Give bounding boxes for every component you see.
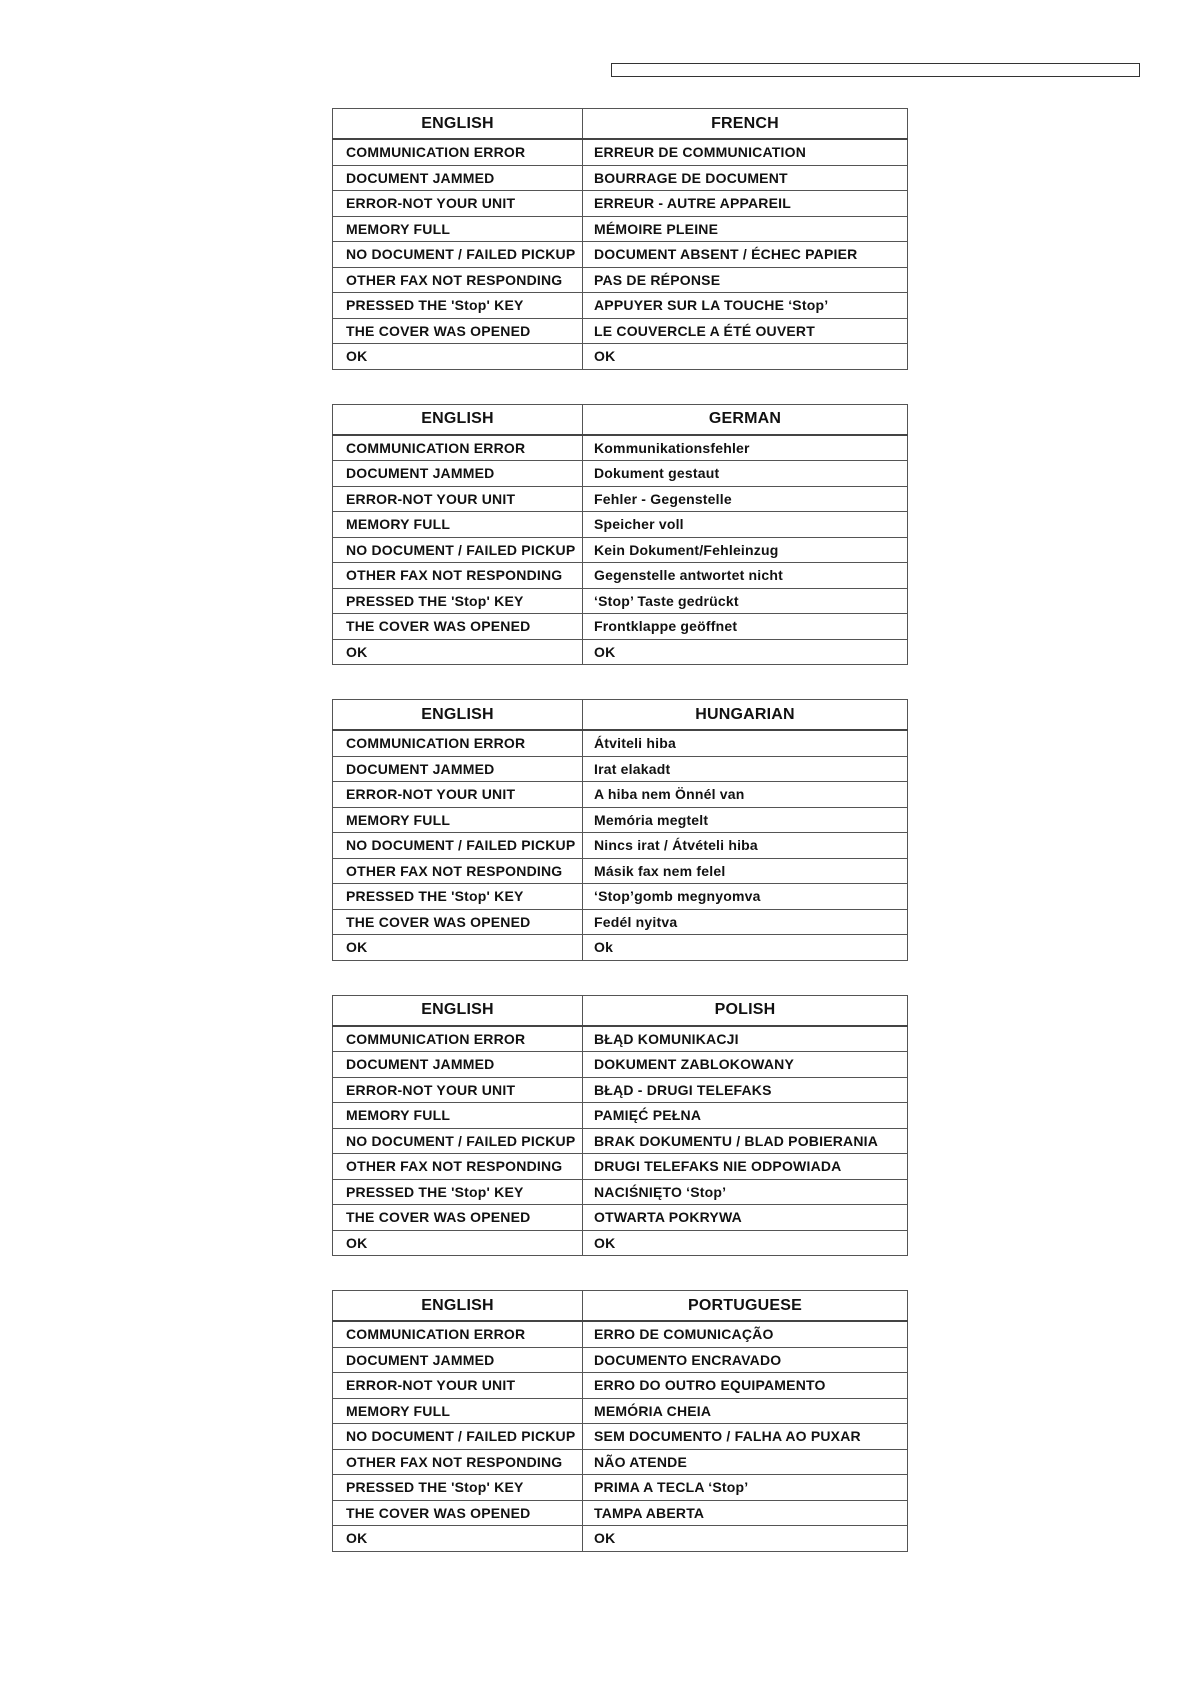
table-row (333, 730, 908, 756)
english-message-cell: PRESSED THE 'Stop' KEY (333, 588, 583, 614)
translated-message-cell: DOKUMENT ZABLOKOWANY (583, 1052, 908, 1078)
translated-message-cell: OK (583, 1526, 908, 1552)
language-column-header: PORTUGUESE (583, 1291, 908, 1322)
english-message-cell: COMMUNICATION ERROR (333, 730, 583, 756)
english-message-cell: MEMORY FULL (333, 1103, 583, 1129)
table-header-row (333, 700, 908, 731)
english-message-cell: NO DOCUMENT / FAILED PICKUP (333, 242, 583, 268)
english-message-cell: ERROR-NOT YOUR UNIT (333, 782, 583, 808)
table-row (333, 344, 908, 370)
table-row (333, 1373, 908, 1399)
translated-message-cell: BRAK DOKUMENTU / BLAD POBIERANIA (583, 1128, 908, 1154)
table-header-row (333, 404, 908, 435)
translated-message-cell: TAMPA ABERTA (583, 1500, 908, 1526)
table-row (333, 435, 908, 461)
table-row (333, 614, 908, 640)
translated-message-cell: NÃO ATENDE (583, 1449, 908, 1475)
table-row (333, 1398, 908, 1424)
language-column-header: GERMAN (583, 404, 908, 435)
english-message-cell: OTHER FAX NOT RESPONDING (333, 858, 583, 884)
english-message-cell: OTHER FAX NOT RESPONDING (333, 563, 583, 589)
translated-message-cell: Dokument gestaut (583, 461, 908, 487)
translated-message-cell: Ok (583, 935, 908, 961)
translated-message-cell: DRUGI TELEFAKS NIE ODPOWIADA (583, 1154, 908, 1180)
language-column-header: POLISH (583, 995, 908, 1026)
table-row (333, 1154, 908, 1180)
translation-table-portuguese (332, 1290, 908, 1552)
translated-message-cell: LE COUVERCLE A ÉTÉ OUVERT (583, 318, 908, 344)
translated-message-cell: DOCUMENTO ENCRAVADO (583, 1347, 908, 1373)
english-message-cell: COMMUNICATION ERROR (333, 139, 583, 165)
english-message-cell: ERROR-NOT YOUR UNIT (333, 1373, 583, 1399)
english-message-cell: PRESSED THE 'Stop' KEY (333, 1179, 583, 1205)
table-row (333, 512, 908, 538)
translated-message-cell: NACIŚNIĘTO ‘Stop’ (583, 1179, 908, 1205)
translated-message-cell: OK (583, 344, 908, 370)
translated-message-cell: Speicher voll (583, 512, 908, 538)
translated-message-cell: OK (583, 1230, 908, 1256)
table-row (333, 833, 908, 859)
english-message-cell: COMMUNICATION ERROR (333, 1321, 583, 1347)
translated-message-cell: BŁĄD KOMUNIKACJI (583, 1026, 908, 1052)
english-message-cell: PRESSED THE 'Stop' KEY (333, 293, 583, 319)
table-row (333, 1475, 908, 1501)
english-message-cell: MEMORY FULL (333, 216, 583, 242)
english-column-header: ENGLISH (333, 1291, 583, 1322)
english-message-cell: NO DOCUMENT / FAILED PICKUP (333, 1424, 583, 1450)
english-message-cell: THE COVER WAS OPENED (333, 1500, 583, 1526)
table-row (333, 1205, 908, 1231)
table-row (333, 1424, 908, 1450)
english-message-cell: OK (333, 1526, 583, 1552)
translated-message-cell: PAS DE RÉPONSE (583, 267, 908, 293)
translated-message-cell: A hiba nem Önnél van (583, 782, 908, 808)
english-message-cell: COMMUNICATION ERROR (333, 1026, 583, 1052)
table-row (333, 588, 908, 614)
translated-message-cell: ‘Stop’gomb megnyomva (583, 884, 908, 910)
english-message-cell: THE COVER WAS OPENED (333, 909, 583, 935)
table-row (333, 1052, 908, 1078)
english-message-cell: OK (333, 1230, 583, 1256)
table-row (333, 165, 908, 191)
translated-message-cell: BŁĄD - DRUGI TELEFAKS (583, 1077, 908, 1103)
language-column-header: FRENCH (583, 109, 908, 140)
translated-message-cell: SEM DOCUMENTO / FALHA AO PUXAR (583, 1424, 908, 1450)
english-message-cell: PRESSED THE 'Stop' KEY (333, 1475, 583, 1501)
translation-tables (332, 108, 907, 1586)
table-header-row (333, 109, 908, 140)
table-row (333, 756, 908, 782)
table-row (333, 1321, 908, 1347)
translated-message-cell: ERREUR DE COMMUNICATION (583, 139, 908, 165)
translated-message-cell: BOURRAGE DE DOCUMENT (583, 165, 908, 191)
english-message-cell: PRESSED THE 'Stop' KEY (333, 884, 583, 910)
translated-message-cell: APPUYER SUR LA TOUCHE ‘Stop’ (583, 293, 908, 319)
translated-message-cell: DOCUMENT ABSENT / ÉCHEC PAPIER (583, 242, 908, 268)
english-message-cell: DOCUMENT JAMMED (333, 756, 583, 782)
translated-message-cell: Nincs irat / Átvételi hiba (583, 833, 908, 859)
table-row (333, 318, 908, 344)
translated-message-cell: MÉMOIRE PLEINE (583, 216, 908, 242)
english-column-header: ENGLISH (333, 109, 583, 140)
english-message-cell: OTHER FAX NOT RESPONDING (333, 1154, 583, 1180)
english-message-cell: OK (333, 344, 583, 370)
table-row (333, 216, 908, 242)
english-column-header: ENGLISH (333, 404, 583, 435)
table-row (333, 909, 908, 935)
translation-table-hungarian (332, 699, 908, 961)
table-row (333, 139, 908, 165)
table-row (333, 293, 908, 319)
english-message-cell: NO DOCUMENT / FAILED PICKUP (333, 833, 583, 859)
english-message-cell: DOCUMENT JAMMED (333, 1052, 583, 1078)
english-message-cell: THE COVER WAS OPENED (333, 1205, 583, 1231)
table-row (333, 1026, 908, 1052)
translated-message-cell: ERRO DO OUTRO EQUIPAMENTO (583, 1373, 908, 1399)
translated-message-cell: ERREUR - AUTRE APPAREIL (583, 191, 908, 217)
table-row (333, 191, 908, 217)
english-message-cell: ERROR-NOT YOUR UNIT (333, 1077, 583, 1103)
language-column-header: HUNGARIAN (583, 700, 908, 731)
english-message-cell: MEMORY FULL (333, 807, 583, 833)
english-message-cell: OTHER FAX NOT RESPONDING (333, 267, 583, 293)
translated-message-cell: Másik fax nem felel (583, 858, 908, 884)
table-row (333, 858, 908, 884)
english-message-cell: MEMORY FULL (333, 1398, 583, 1424)
english-message-cell: NO DOCUMENT / FAILED PICKUP (333, 537, 583, 563)
table-row (333, 1526, 908, 1552)
translated-message-cell: PRIMA A TECLA ‘Stop’ (583, 1475, 908, 1501)
table-row (333, 563, 908, 589)
translated-message-cell: OTWARTA POKRYWA (583, 1205, 908, 1231)
english-column-header: ENGLISH (333, 995, 583, 1026)
translated-message-cell: Kommunikationsfehler (583, 435, 908, 461)
table-row (333, 807, 908, 833)
table-row (333, 935, 908, 961)
table-row (333, 537, 908, 563)
table-row (333, 242, 908, 268)
translated-message-cell: ERRO DE COMUNICAÇÃO (583, 1321, 908, 1347)
table-row (333, 1179, 908, 1205)
table-row (333, 461, 908, 487)
english-message-cell: OTHER FAX NOT RESPONDING (333, 1449, 583, 1475)
english-message-cell: ERROR-NOT YOUR UNIT (333, 191, 583, 217)
translation-table-german (332, 404, 908, 666)
table-row (333, 1500, 908, 1526)
translation-table-polish (332, 995, 908, 1257)
translated-message-cell: Memória megtelt (583, 807, 908, 833)
table-row (333, 267, 908, 293)
translated-message-cell: MEMÓRIA CHEIA (583, 1398, 908, 1424)
page-header-box (611, 63, 1140, 77)
english-message-cell: OK (333, 935, 583, 961)
table-row (333, 639, 908, 665)
translated-message-cell: ‘Stop’ Taste gedrückt (583, 588, 908, 614)
english-message-cell: NO DOCUMENT / FAILED PICKUP (333, 1128, 583, 1154)
translated-message-cell: OK (583, 639, 908, 665)
table-row (333, 1449, 908, 1475)
english-message-cell: DOCUMENT JAMMED (333, 1347, 583, 1373)
translated-message-cell: Gegenstelle antwortet nicht (583, 563, 908, 589)
translation-table-french (332, 108, 908, 370)
table-row (333, 1230, 908, 1256)
english-message-cell: DOCUMENT JAMMED (333, 461, 583, 487)
translated-message-cell: Kein Dokument/Fehleinzug (583, 537, 908, 563)
english-message-cell: DOCUMENT JAMMED (333, 165, 583, 191)
table-row (333, 1128, 908, 1154)
translated-message-cell: Irat elakadt (583, 756, 908, 782)
table-header-row (333, 1291, 908, 1322)
translated-message-cell: Fehler - Gegenstelle (583, 486, 908, 512)
english-message-cell: COMMUNICATION ERROR (333, 435, 583, 461)
english-message-cell: ERROR-NOT YOUR UNIT (333, 486, 583, 512)
table-row (333, 486, 908, 512)
table-row (333, 884, 908, 910)
table-row (333, 1347, 908, 1373)
translated-message-cell: Átviteli hiba (583, 730, 908, 756)
table-row (333, 782, 908, 808)
translated-message-cell: PAMIĘĆ PEŁNA (583, 1103, 908, 1129)
table-row (333, 1103, 908, 1129)
english-message-cell: THE COVER WAS OPENED (333, 318, 583, 344)
translated-message-cell: Fedél nyitva (583, 909, 908, 935)
translated-message-cell: Frontklappe geöffnet (583, 614, 908, 640)
table-header-row (333, 995, 908, 1026)
english-message-cell: OK (333, 639, 583, 665)
english-column-header: ENGLISH (333, 700, 583, 731)
english-message-cell: THE COVER WAS OPENED (333, 614, 583, 640)
table-row (333, 1077, 908, 1103)
english-message-cell: MEMORY FULL (333, 512, 583, 538)
